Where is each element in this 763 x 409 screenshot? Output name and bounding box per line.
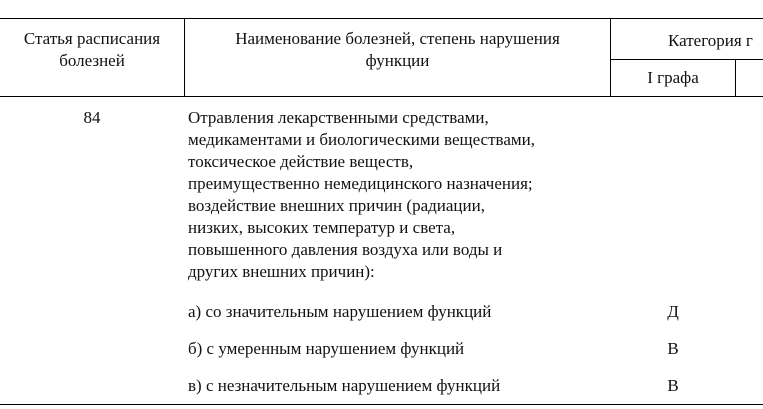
table-top-border [0,18,763,19]
description-line: других внешних причин): [188,262,375,281]
subitem-category-a: Д [667,302,679,321]
description-line: низких, высоких температур и света, [188,218,456,237]
header-bottom-border [0,96,763,97]
subitem-category-c: В [667,376,679,395]
description-line: Отравления лекарственными средствами, [188,108,489,127]
header-article-line-2: болезней [59,51,125,70]
header-category: Категория г [668,31,753,50]
table-bottom-border [0,404,763,405]
subitem-category-b: В [667,339,679,358]
subitem-label-b: б) с умеренным нарушением функций [188,339,465,358]
header-name-line-2: функции [365,51,430,70]
description-line: токсическое действие веществ, [188,152,414,171]
article-number: 84 [83,108,101,127]
category-subheader-divider [610,59,763,60]
header-name [185,28,610,72]
disease-description [188,107,535,283]
description-line: преимущественно немедицинского назначения; [188,174,533,193]
header-graph-1: I графа [647,68,699,87]
header-article-line-1: Статья расписания [23,29,161,48]
description-line: повышенного давления воздуха или воды и [188,240,503,259]
header-article [0,28,184,72]
subitem-label-c: в) с незначительным нарушением функций [188,376,501,395]
description-line: медикаментами и биологическими веществами, [188,130,535,149]
column-divider-graph1 [735,59,736,97]
header-name-line-1: Наименование болезней, степень нарушения [235,29,560,48]
description-line: воздействие внешних причин (радиации, [188,196,485,215]
subitem-label-a: а) со значительным нарушением функций [188,302,492,321]
